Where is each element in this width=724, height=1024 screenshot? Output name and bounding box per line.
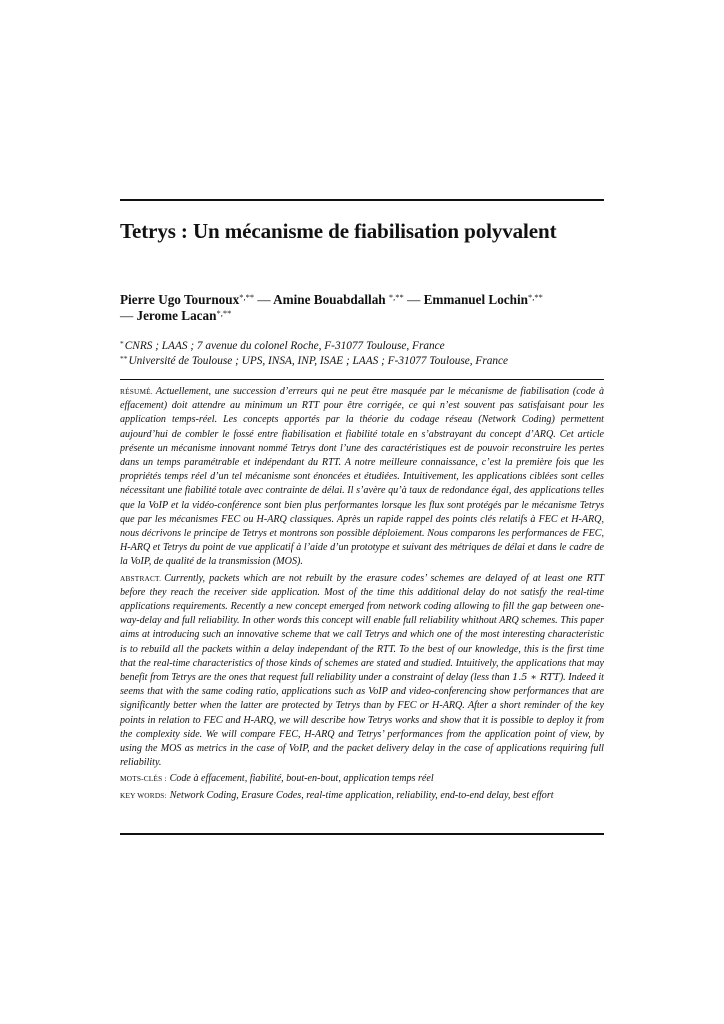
- abstract-math: 1.5 ∗ RTT: [512, 672, 560, 684]
- author-name: Amine Bouabdallah: [273, 292, 386, 307]
- mots-cles-text: Code à effacement, fiabilité, bout-en-bout, application temps réel: [169, 773, 434, 785]
- abstract-paragraph: [120, 572, 604, 771]
- abstract-text-part2: ). Indeed it seems that with the same coding ratio, applications such as VoIP and video-conferencing show performances that are significantly better when the latter are protected by Tetrys than by FEC or H-ARQ. After a short reminder of the key points in relation to FEC and H-ARQ, we will describe how Tetrys works and show that it is possible to deploy it from the complexity side. We will compare FEC, H-ARQ and Tetrys’ performances from the application point of view, by using the MOS as metrics in the case of VoIP, and the packet delivery delay in the case of applications requiring full reliability.: [120, 672, 604, 769]
- keywords-label: KEY WORDS:: [120, 790, 167, 800]
- abstract-block: [120, 385, 604, 803]
- mots-cles-paragraph: [120, 772, 604, 786]
- abstract-bottom-rule: [120, 833, 604, 835]
- author-affiliation-marks: *,**: [216, 308, 232, 318]
- author-name: Emmanuel Lochin: [423, 292, 528, 307]
- affiliation-text: CNRS ; LAAS ; 7 avenue du colonel Roche, F-31077 Toulouse, France: [124, 340, 445, 352]
- author-separator: —: [120, 308, 134, 323]
- mots-cles-label: MOTS-CLÉS :: [120, 774, 167, 784]
- keywords-paragraph: [120, 789, 604, 803]
- author-name: Pierre Ugo Tournoux: [120, 292, 240, 307]
- paper-title: Tetrys : Un mécanisme de fiabilisation polyvalent: [120, 219, 557, 243]
- affiliation-line: [120, 339, 604, 354]
- resume-paragraph: [120, 385, 604, 570]
- abstract-text-part1: Currently, packets which are not rebuilt by the erasure codes’ schemes are delayed of at least one RTT before they reach the receiver side application. Most of the time this additional delay do not satisfy the real-time applications requirements. Recently a new concept emerged from network coding allowing to fill the gap between one-way-delay and full reliability. In other words this concept will enable full reliability whithout ARQ schemes. This paper aims at introducing such an innovative scheme that we call Tetrys and which one of the most interesting characteristic is to rebuild all the packets within a delay independant of the RTT. To the best of our knowledge, this is the first time that the real-time characteristics of those kinds of schemes are stated and studied. Intuitively, the applications that may benefit from Tetrys are the ones that request full reliability under a constraint of delay (less than: [120, 572, 604, 684]
- resume-text: Actuellement, une succession d’erreurs qui ne peut être masquée par le mécanisme de fiabilisation (code à effacement) doit attendre au minimum un RTT pour être corrigée, ce qui n’est souvent pas satisfaisant pour les application temps-réel. Les concepts apportés par la théorie du codage réseau (Network Coding) permettent aujourd’hui de combler le fossé entre fiabilisation et fiabilité totale en s’abstrayant du concept d’ARQ. Cet article présente un mécanisme innovant nommé Tetrys dont l’une des caractéristiques est de pouvoir reconstruire les pertes dans un temps paramétrable et indépendant du RTT. A notre meilleure connaissance, c’est la première fois que les propriétés temps réel d’un tel mécanisme sont énoncées et étudiées. Intuitivement, les applications ciblées sont celles nécessitant une fiabilité totale avec contrainte de délai. Il s’avère qu’à taux de redondance égal, des applications telles que la VoIP et la vidéo-conférence sont bien plus performantes lorsque les flux sont protégés par le mécanisme Tetrys que par les mécanismes FEC ou H-ARQ classiques. Après un rapide rappel des points clés relatifs à FEC et H-ARQ, nous décrivons le principe de Tetrys et montrons son possible déploiement. Nous comparons les performances de FEC, H-ARQ et Tetrys du point de vue applicatif à l’aide d’un prototype et suivant des métriques de délai et dans le cadre de la VoIP, de qualité de la transmission (MOS).: [120, 386, 604, 568]
- affiliation-text: Université de Toulouse ; UPS, INSA, INP, ISAE ; LAAS ; F-31077 Toulouse, France: [128, 354, 509, 367]
- author-affiliation-marks: *,**: [239, 292, 255, 302]
- affiliation-mark: **: [120, 353, 128, 363]
- author-list: [120, 292, 604, 324]
- affiliations: [120, 339, 604, 368]
- top-rule: [120, 199, 604, 201]
- author-name: Jerome Lacan: [136, 308, 217, 323]
- abstract-label: ABSTRACT.: [120, 573, 162, 583]
- affiliation-line: [120, 354, 604, 369]
- affiliation-mark: *: [120, 339, 124, 348]
- keywords-text: Network Coding, Erasure Codes, real-time application, reliability, end-to-end delay, best effort: [169, 789, 554, 801]
- resume-label: RÉSUMÉ.: [120, 387, 153, 396]
- author-separator: —: [257, 292, 271, 307]
- abstract-top-rule: [120, 379, 604, 380]
- author-affiliation-marks: *,**: [388, 292, 404, 302]
- author-separator: —: [407, 292, 421, 307]
- author-affiliation-marks: *,**: [528, 292, 543, 302]
